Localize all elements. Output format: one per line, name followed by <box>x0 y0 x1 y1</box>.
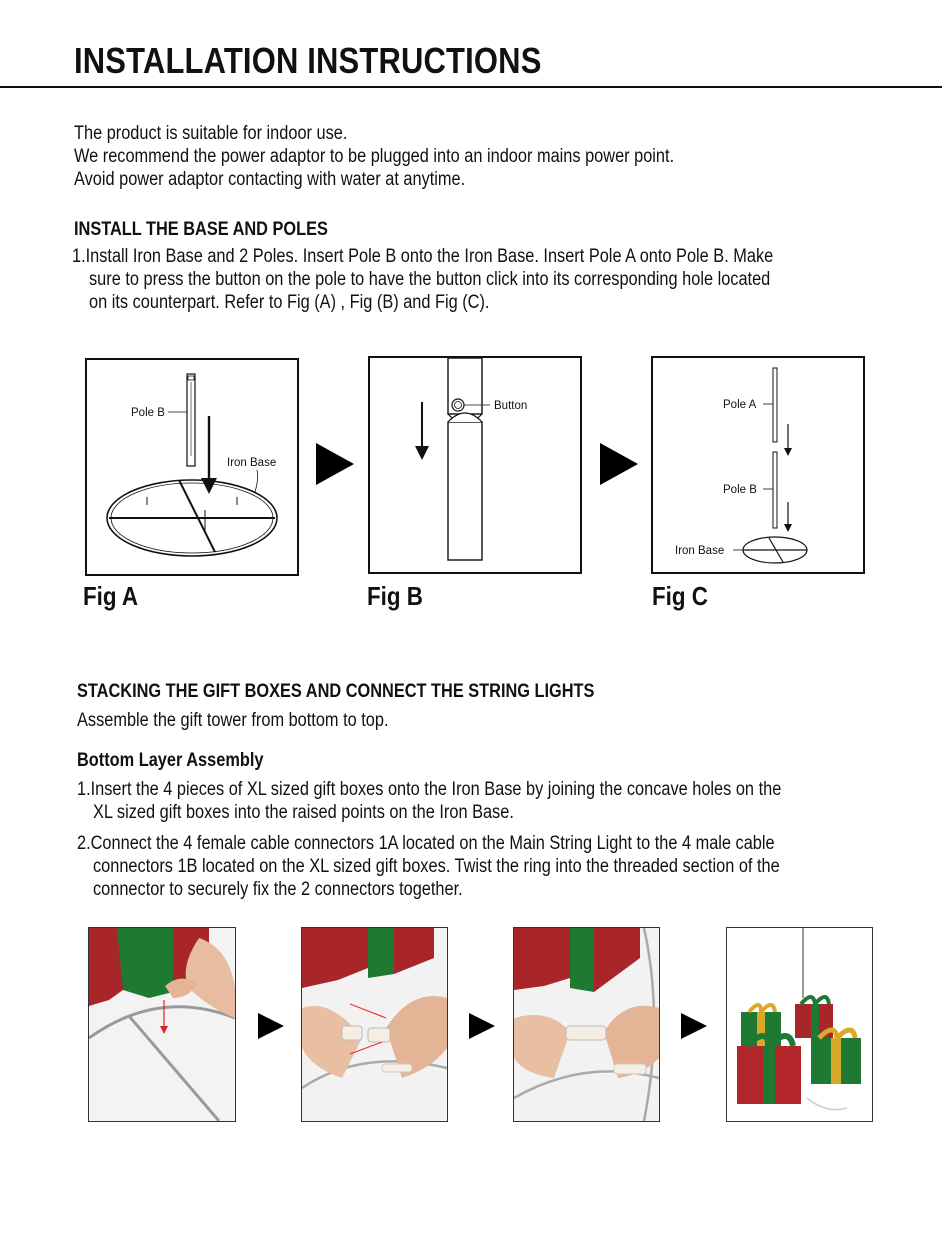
photo-step-1 <box>88 927 236 1122</box>
photo-step-2 <box>301 927 448 1122</box>
label-pole-b: Pole B <box>723 484 757 496</box>
step-line: on its counterpart. Refer to Fig (A) , Fig (B) and Fig (C). <box>89 292 490 313</box>
photo-step-3 <box>513 927 660 1122</box>
step-line: 1.Install Iron Base and 2 Poles. Insert Pole B onto the Iron Base. Insert Pole A onto Pole B. Make <box>72 246 774 267</box>
intro-line: We recommend the power adaptor to be plugged into an indoor mains power point. <box>74 146 675 167</box>
label-pole-b: Pole B <box>131 407 165 419</box>
step-line: XL sized gift boxes into the raised points on the Iron Base. <box>93 802 514 823</box>
label-button: Button <box>494 400 528 412</box>
figure-b-caption: Fig B <box>367 581 423 611</box>
figure-a-drawing <box>87 360 297 574</box>
figure-a <box>85 358 299 576</box>
section-heading-stacking: STACKING THE GIFT BOXES AND CONNECT THE STRING LIGHTS <box>77 681 595 702</box>
figure-c-caption: Fig C <box>652 581 708 611</box>
intro-line: Avoid power adaptor contacting with water at anytime. <box>74 169 466 190</box>
label-iron-base: Iron Base <box>675 545 725 557</box>
figure-c <box>651 356 865 574</box>
page-title: INSTALLATION INSTRUCTIONS <box>74 40 542 81</box>
section-subtitle: Assemble the gift tower from bottom to top. <box>77 710 389 731</box>
step-line: sure to press the button on the pole to have the button click into its corresponding hole located <box>89 269 771 290</box>
next-arrow-icon <box>316 443 354 485</box>
title-rule <box>0 86 942 88</box>
next-arrow-icon <box>469 1013 495 1039</box>
figure-a-caption: Fig A <box>83 581 139 611</box>
step-line: 2.Connect the 4 female cable connectors 1A located on the Main String Light to the 4 male cable <box>77 833 775 854</box>
intro-line: The product is suitable for indoor use. <box>74 123 348 144</box>
section-heading-base-poles: INSTALL THE BASE AND POLES <box>74 219 328 240</box>
next-arrow-icon <box>258 1013 284 1039</box>
subheading-bottom-layer: Bottom Layer Assembly <box>77 750 264 771</box>
step-line: connector to securely fix the 2 connectors together. <box>93 879 463 900</box>
step-line: 1.Insert the 4 pieces of XL sized gift boxes onto the Iron Base by joining the concave holes on the <box>77 779 782 800</box>
figure-b-drawing <box>370 358 580 572</box>
figure-b <box>368 356 582 574</box>
label-iron-base: Iron Base <box>227 457 277 469</box>
figure-c-drawing <box>653 358 863 572</box>
label-pole-a: Pole A <box>723 399 757 411</box>
step-line: connectors 1B located on the XL sized gift boxes. Twist the ring into the threaded section of the <box>93 856 780 877</box>
next-arrow-icon <box>681 1013 707 1039</box>
intro-text <box>74 122 674 191</box>
photo-step-4 <box>726 927 873 1122</box>
next-arrow-icon <box>600 443 638 485</box>
